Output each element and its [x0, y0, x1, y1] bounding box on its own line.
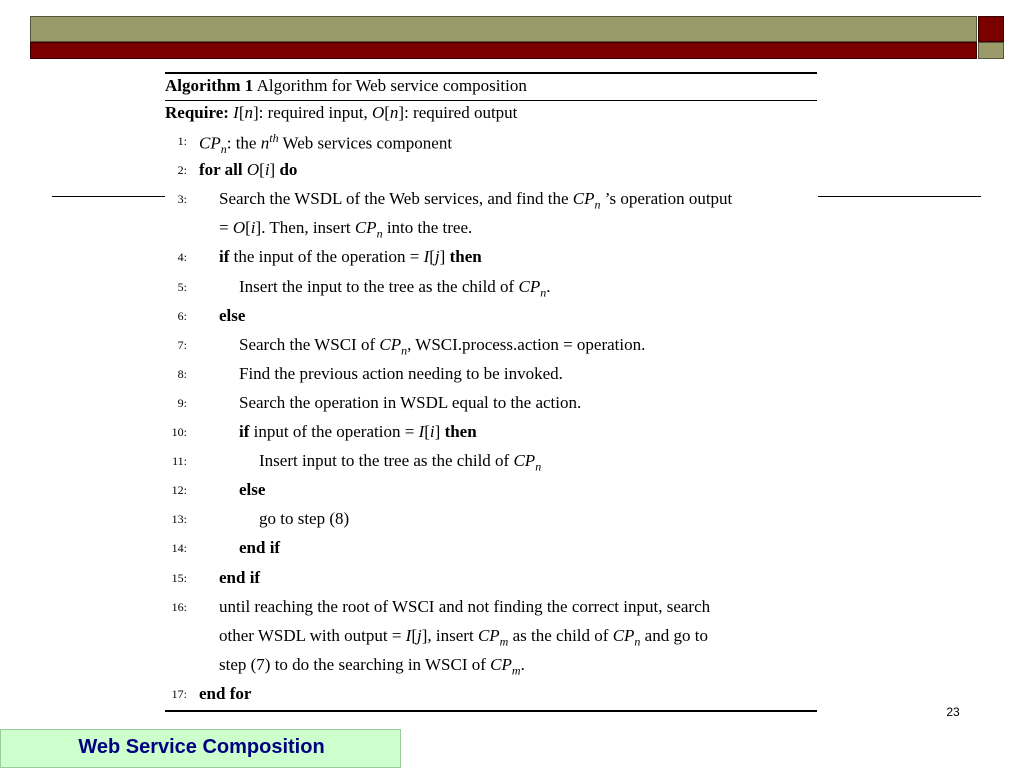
line-token: into the tree. [382, 218, 473, 238]
line-text [239, 393, 581, 413]
line-token: m [511, 663, 521, 678]
line-text [219, 655, 525, 678]
algorithm-line [165, 568, 817, 596]
algorithm-require [165, 103, 517, 123]
algorithm-line [165, 422, 817, 450]
algorithm-bottom-rule [165, 710, 817, 712]
line-token: I [405, 625, 412, 645]
corner-block-maroon [978, 16, 1004, 42]
line-token: then [444, 422, 477, 441]
algorithm-line [165, 509, 817, 537]
header-bar-maroon [30, 42, 977, 59]
line-token: I [423, 247, 430, 267]
line-number: 13: [171, 512, 187, 527]
line-number: 1: [177, 134, 187, 148]
line-token: if [219, 247, 230, 267]
line-number: 16: [171, 599, 187, 614]
algorithm-line [165, 335, 817, 363]
line-token: n [634, 634, 641, 649]
line-token: CP [518, 276, 541, 296]
line-token: . [520, 654, 525, 674]
line-token: [ [429, 247, 435, 267]
line-text [219, 626, 708, 649]
algorithm-line [165, 597, 817, 625]
require-output-index: n [389, 103, 399, 122]
line-token: CP [379, 334, 402, 354]
line-text [219, 218, 472, 241]
line-text [219, 189, 732, 212]
line-token: ] [269, 160, 280, 180]
line-number: 9: [177, 395, 187, 410]
algorithm-top-rule [165, 72, 817, 74]
line-token: n [540, 284, 547, 299]
algorithm-line [165, 655, 817, 683]
line-token: i [429, 422, 435, 441]
algorithm-line [165, 538, 817, 566]
line-text [239, 277, 550, 300]
line-token: Insert input to the tree as the child of [259, 451, 514, 471]
line-text [259, 451, 541, 474]
line-token: n [594, 197, 601, 212]
require-label: Require: [165, 103, 229, 122]
line-token: I [418, 422, 425, 441]
line-token: ] [439, 247, 450, 267]
line-token: do [279, 160, 298, 180]
line-token: step (7) to do the searching in WSCI of [219, 654, 491, 674]
line-token: O [232, 218, 246, 238]
line-token: th [269, 131, 279, 145]
algorithm-label: Algorithm 1 [165, 76, 254, 95]
line-token: ] [434, 422, 445, 441]
algorithm-box [165, 72, 817, 712]
line-number: 10: [171, 425, 187, 439]
line-token: Search the operation in WSDL equal to the action. [239, 392, 582, 412]
require-input-text: ]: required input, [253, 103, 372, 122]
header-bar-olive [30, 16, 977, 42]
divider-right [818, 196, 981, 197]
line-number: 7: [177, 337, 187, 352]
line-token: O [246, 160, 260, 180]
line-token: as the child of [508, 625, 613, 645]
algorithm-line [165, 364, 817, 392]
line-token: Search the WSCI of [239, 334, 380, 354]
algorithm-line [165, 247, 817, 275]
algorithm-line [165, 160, 817, 188]
line-text [219, 568, 260, 588]
line-token: CP [354, 218, 377, 238]
line-text [219, 247, 482, 267]
algorithm-mid-rule [165, 100, 817, 101]
line-token: (8) [329, 509, 350, 529]
line-token: [ [411, 625, 418, 645]
line-number: 17: [171, 686, 187, 701]
line-token: Find the previous action needing to be invoked. [239, 363, 563, 383]
line-text [199, 131, 452, 157]
algorithm-caption: Algorithm for Web service composition [256, 76, 527, 95]
line-text [259, 509, 349, 529]
line-token: input of the operation = [249, 422, 419, 441]
line-number: 2: [177, 163, 187, 178]
line-token: . [546, 276, 551, 296]
line-token: j [417, 625, 422, 645]
line-text [239, 335, 645, 358]
line-token: n [535, 459, 542, 474]
algorithm-line [165, 306, 817, 334]
line-token: m [499, 634, 509, 649]
require-bracket-open-1: [ [238, 103, 245, 122]
line-token: CP [612, 625, 635, 645]
line-token: ], insert [421, 625, 478, 645]
line-token: [ [259, 160, 265, 180]
line-number: 5: [177, 279, 187, 294]
require-output-text: ]: required output [398, 103, 518, 122]
line-token: the input of the operation = [229, 247, 424, 267]
line-token: = [219, 218, 233, 238]
algorithm-line [165, 218, 817, 246]
line-token: for all [199, 160, 247, 180]
line-text [239, 480, 265, 500]
line-number: 4: [177, 250, 187, 265]
line-token: else [239, 480, 266, 500]
line-number: 3: [177, 192, 187, 207]
line-number: 15: [171, 570, 187, 585]
algorithm-line [165, 684, 817, 712]
line-token: n [260, 133, 270, 153]
line-token: CP [477, 625, 500, 645]
line-token: : the [226, 133, 261, 153]
line-token: n [220, 142, 227, 157]
line-token: ’s operation output [600, 189, 733, 209]
line-token: Insert the input to the tree as the child of [239, 276, 519, 296]
line-number: 11: [172, 454, 187, 469]
corner-block-olive [978, 42, 1004, 59]
line-text [219, 306, 245, 326]
line-token: go to step [259, 509, 330, 529]
line-text [239, 422, 477, 442]
line-token: and go to [640, 625, 708, 645]
line-token: end if [239, 538, 281, 558]
line-token: CP [490, 654, 512, 674]
line-text [219, 597, 710, 617]
line-number: 14: [171, 541, 187, 556]
line-token: Web services component [278, 133, 453, 153]
algorithm-line [165, 277, 817, 305]
line-token: Search the WSDL of the Web services, and find the [219, 189, 573, 209]
line-token: else [219, 305, 246, 325]
line-token: then [449, 247, 482, 267]
algorithm-line [165, 451, 817, 479]
algorithm-line [165, 393, 817, 421]
line-token: [ [245, 218, 251, 238]
line-number: 12: [171, 483, 187, 498]
line-text [199, 160, 297, 180]
line-token: , WSCI.process.action = operation. [407, 334, 646, 354]
require-output-var: O [371, 103, 385, 122]
line-number: 6: [177, 308, 187, 323]
line-token: j [434, 247, 440, 267]
algorithm-line [165, 131, 817, 159]
line-text [239, 538, 280, 558]
require-input-var: I [233, 103, 239, 122]
footer-title: Web Service Composition [78, 736, 325, 758]
line-text [199, 684, 251, 704]
algorithm-line [165, 626, 817, 654]
line-token: [ [424, 422, 430, 441]
algorithm-title [165, 76, 527, 96]
line-token: end if [219, 567, 261, 587]
line-token: CP [513, 451, 536, 471]
page-number: 23 [946, 705, 960, 719]
footer-title-box [0, 729, 401, 768]
line-token: ]. Then, insert [255, 218, 355, 238]
algorithm-line [165, 480, 817, 508]
line-token: other WSDL with output = [219, 625, 406, 645]
algorithm-line [165, 189, 817, 217]
line-token: CP [199, 133, 221, 153]
line-token: end for [199, 683, 252, 703]
line-token: until reaching the root of WSCI and not finding the correct input, search [219, 596, 711, 616]
require-input-index: n [244, 103, 253, 122]
line-token: i [264, 160, 270, 180]
divider-left [52, 196, 165, 197]
line-text [239, 364, 563, 384]
line-number: 8: [177, 366, 187, 381]
line-token: i [250, 218, 256, 238]
line-token: CP [572, 189, 595, 209]
line-token: n [401, 343, 408, 358]
line-token: n [376, 226, 383, 241]
require-bracket-open-2: [ [384, 103, 390, 122]
line-token: if [239, 422, 250, 441]
